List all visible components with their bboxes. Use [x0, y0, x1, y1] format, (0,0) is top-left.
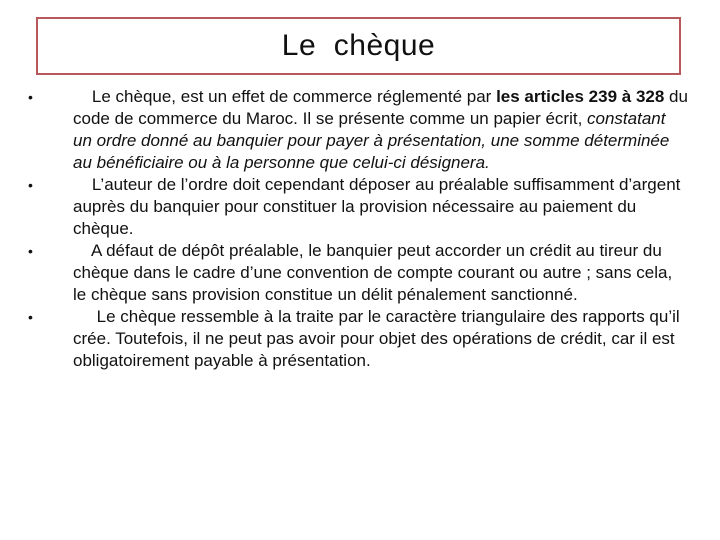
bullet-icon: • [28, 309, 33, 325]
bullet-list [28, 86, 688, 372]
bullet-text: L’auteur de l’ordre doit cependant déposer au préalable suffisamment d’argent auprès du banquier pour constituer la provision nécessaire au paiement du chèque. [73, 175, 681, 238]
bullet-text-part: Le chèque, est un effet de commerce réglementé par [91, 87, 497, 106]
bullet-item-1 [28, 86, 688, 174]
bullet-text-part: du code de commerce du Maroc. Il se présente comme un papier écrit, [73, 87, 688, 128]
bullet-item-3 [28, 240, 688, 306]
bullet-indent [73, 87, 92, 106]
title-box [36, 17, 681, 75]
bullet-bold-part: les articles 239 à 328 [496, 87, 665, 106]
slide-title: Le chèque [281, 29, 436, 62]
bullet-icon: • [28, 243, 33, 259]
bullet-indent [73, 307, 97, 326]
bullet-item-2 [28, 174, 688, 240]
bullet-text: Le chèque ressemble à la traite par le caractère triangulaire des rapports qu’il crée. Toutefois, il ne peut pas avoir pour objet des opérations de crédit, car il est obligatoirement payable à présentation. [73, 307, 680, 370]
bullet-indent [73, 241, 91, 260]
bullet-item-4 [28, 306, 688, 372]
bullet-indent [73, 175, 92, 194]
bullet-icon: • [28, 177, 33, 193]
bullet-icon: • [28, 89, 33, 105]
bullet-italic-part: constatant un ordre donné au banquier pour payer à présentation, une somme déterminée au bénéficiaire ou à la personne que celui-ci désignera. [73, 109, 670, 172]
bullet-text: A défaut de dépôt préalable, le banquier peut accorder un crédit au tireur du chèque dans le cadre d’une convention de compte courant ou autre ; sans cela, le chèque sans provision constitue un délit pénalement sanctionné. [73, 241, 673, 304]
